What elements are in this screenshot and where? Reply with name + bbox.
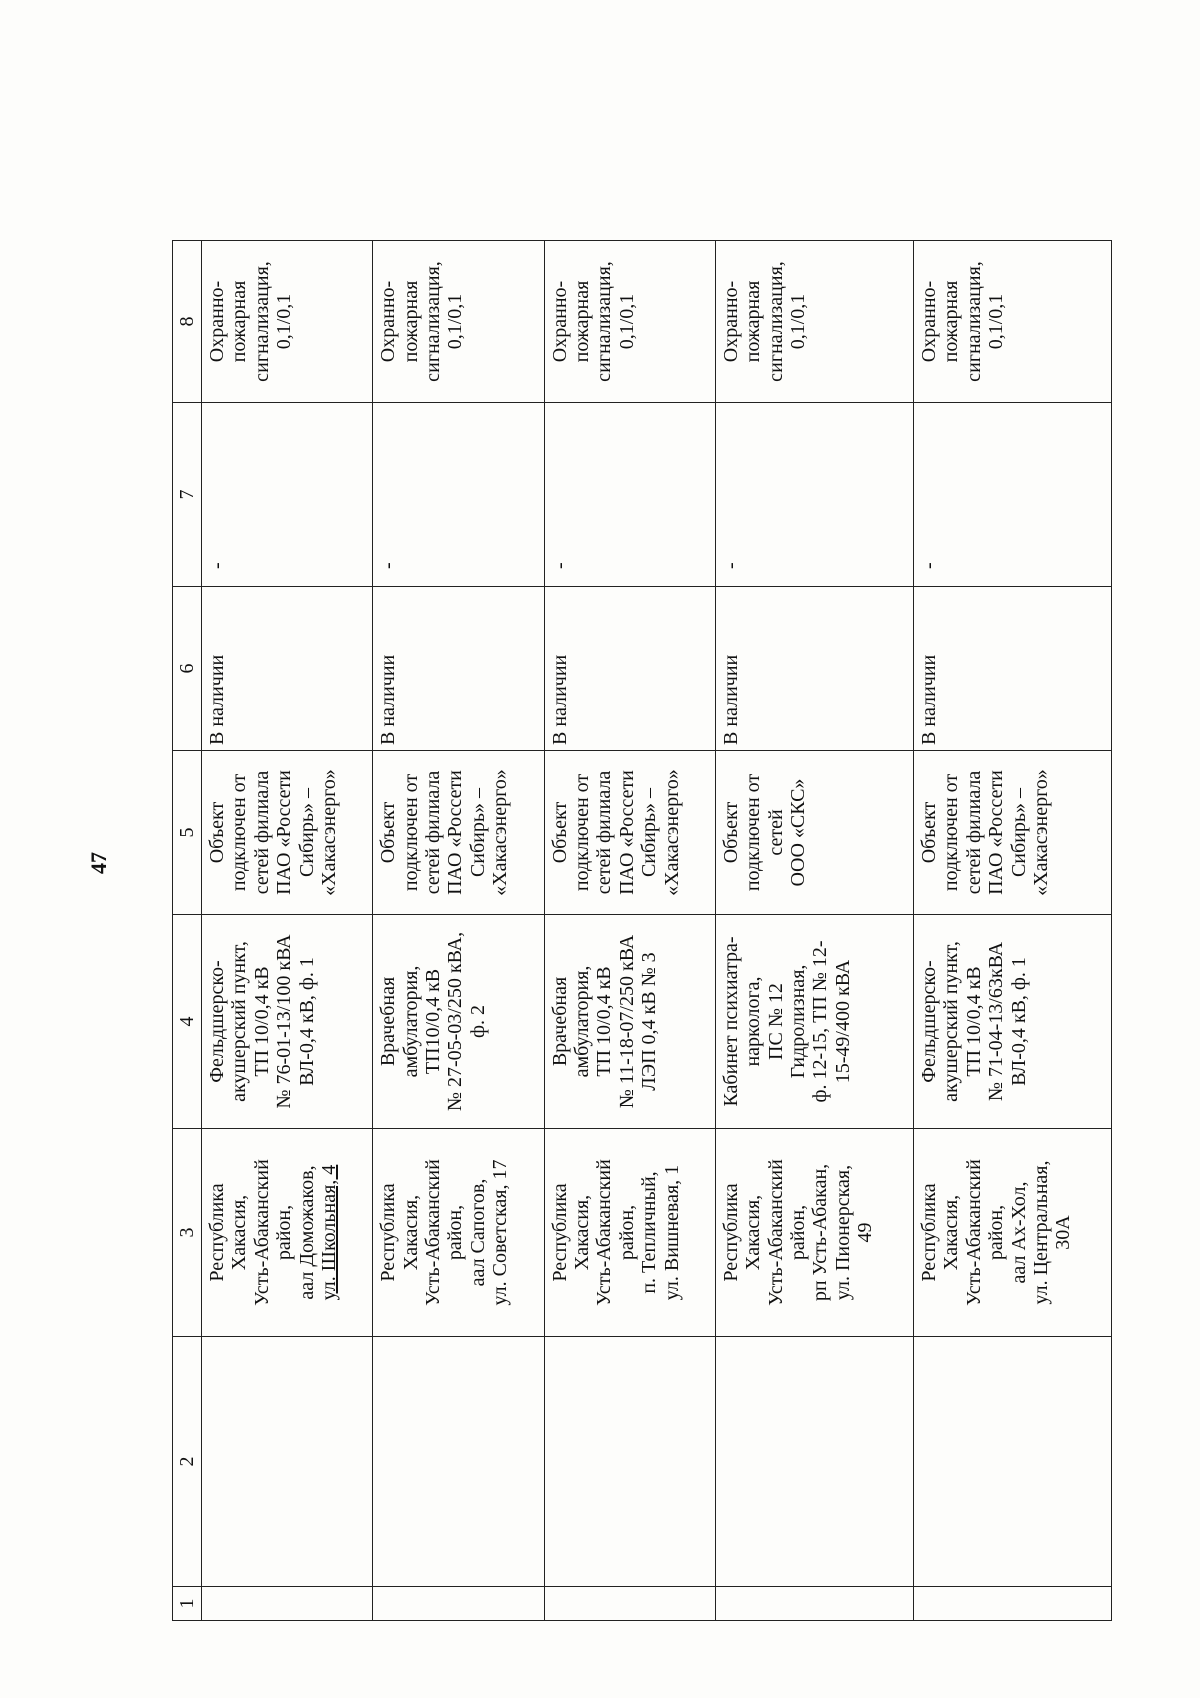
cell-network-line: сетей филиала	[250, 770, 273, 895]
cell-alarm	[544, 241, 715, 403]
cell-connection-line: ПС № 12	[764, 983, 787, 1060]
cell-network-line: ПАО «Россети	[273, 770, 296, 895]
cell-connection-line: ф. 2	[466, 1005, 489, 1038]
cell-col1	[913, 1587, 1111, 1621]
cell-connection-line: ТП10/0,4 кВ	[422, 968, 445, 1075]
column-header-7: 7	[173, 403, 202, 587]
cell-address-line: аал Сапогов,	[466, 1178, 489, 1287]
cell-connection-line: Гидролизная,	[787, 964, 810, 1079]
cell-col7	[202, 403, 373, 587]
cell-connection-line: амбулатория,	[570, 965, 593, 1078]
column-header-6: 6	[173, 587, 202, 751]
cell-alarm	[715, 241, 913, 403]
column-header-3: 3	[173, 1129, 202, 1337]
cell-connection-line: 15-49/400 кВА	[831, 959, 854, 1084]
cell-address	[373, 1129, 544, 1337]
cell-address-line: район,	[444, 1204, 467, 1261]
cell-network-line: Объект	[719, 801, 742, 864]
cell-connection-line: акушерский пункт,	[228, 941, 251, 1102]
cell-address-line: Хакасия,	[228, 1194, 251, 1271]
cell-connection-line: ТП 10/0,4 кВ	[962, 966, 985, 1077]
cell-alarm-line: сигнализация,	[764, 261, 787, 382]
cell-address-line: район,	[787, 1204, 810, 1261]
cell-connection-line: Врачебная	[377, 976, 400, 1067]
cell-connection	[202, 915, 373, 1129]
cell-address-line: аал Ах-Хол,	[1007, 1181, 1030, 1284]
cell-connection-line: Врачебная	[548, 976, 571, 1067]
cell-address-line: Республика	[917, 1183, 940, 1282]
cell-network-line: Объект	[206, 801, 228, 864]
cell-connection-line: № 11-18-07/250 кВА	[615, 934, 638, 1109]
cell-col7	[715, 403, 913, 587]
cell-network	[913, 751, 1111, 915]
cell-connection-line: ф. 12-15, ТП № 12-	[809, 940, 832, 1103]
cell-network-line: сетей филиала	[422, 770, 445, 895]
cell-alarm-line: сигнализация,	[962, 261, 985, 382]
column-header-4: 4	[173, 915, 202, 1129]
cell-address-line: рп Усть-Абакан,	[809, 1163, 832, 1302]
cell-col1	[373, 1587, 544, 1621]
cell-alarm-line: пожарная	[742, 280, 765, 363]
cell-address-line: аал Доможаков,	[295, 1165, 318, 1300]
cell-alarm-line: сигнализация,	[593, 261, 616, 382]
cell-connection-line: нарколога,	[742, 976, 765, 1067]
cell-connection-line: № 71-04-13/63кВА	[985, 941, 1008, 1102]
cell-address	[544, 1129, 715, 1337]
cell-address-line: Усть-Абаканский	[962, 1159, 985, 1306]
cell-connection-line: акушерский пункт,	[940, 941, 963, 1102]
cell-col2	[202, 1337, 373, 1587]
page-number: 47	[86, 852, 111, 874]
cell-connection-line: ВЛ-0,4 кВ, ф. 1	[295, 957, 318, 1086]
cell-network-line: сетей филиала	[962, 770, 985, 895]
cell-address-line: ул. Центральная,	[1029, 1160, 1052, 1305]
cell-alarm-line: Охранно-	[206, 280, 228, 363]
cell-alarm	[202, 241, 373, 403]
cell-alarm-line: пожарная	[399, 280, 422, 363]
cell-alarm-line: сигнализация,	[250, 261, 273, 382]
cell-alarm-line: Охранно-	[548, 280, 571, 363]
cell-network-line: сетей филиала	[593, 770, 616, 895]
table-row	[544, 241, 715, 1621]
cell-address-line: район,	[985, 1204, 1008, 1261]
rotated-table-wrapper	[172, 241, 1112, 1621]
cell-address-line: ул. Пионерская,	[831, 1164, 854, 1301]
cell-connection-line: Кабинет психиатра-	[719, 936, 742, 1107]
cell-col2	[913, 1337, 1111, 1587]
cell-connection-line: Фельдшерско-	[917, 960, 940, 1083]
cell-connection-line: № 76-01-13/100 кВА	[273, 934, 296, 1109]
cell-alarm	[373, 241, 544, 403]
cell-network-line: сетей	[764, 809, 787, 856]
cell-network	[544, 751, 715, 915]
cell-col1	[715, 1587, 913, 1621]
cell-network-line: «Хакасэнерго»	[1029, 769, 1052, 896]
cell-address-line: Республика	[377, 1183, 400, 1282]
cell-network	[715, 751, 913, 915]
cell-network-line: Сибирь» –	[1007, 787, 1030, 878]
cell-network-line: подключен от	[742, 773, 765, 892]
cell-status: В наличии	[544, 587, 715, 751]
cell-connection-line: ВЛ-0,4 кВ, ф. 1	[1007, 957, 1030, 1086]
cell-address-line: Хакасия,	[570, 1194, 593, 1271]
cell-address-line: 49	[854, 1222, 877, 1243]
cell-col7	[913, 403, 1111, 587]
column-header-1: 1	[173, 1587, 202, 1621]
cell-status: В наличии	[202, 587, 373, 751]
cell-col1	[202, 1587, 373, 1621]
cell-address-line: Хакасия,	[940, 1194, 963, 1271]
column-header-2: 2	[173, 1337, 202, 1587]
cell-col7-value: -	[917, 562, 940, 569]
cell-col7-value: -	[719, 562, 742, 569]
cell-alarm-line: 0,1/0,1	[787, 293, 810, 350]
cell-address-line: ул. Вишневая, 1	[660, 1164, 683, 1301]
cell-alarm-line: 0,1/0,1	[615, 293, 638, 350]
cell-network-line: подключен от	[228, 773, 251, 892]
cell-network	[373, 751, 544, 915]
column-header-5: 5	[173, 751, 202, 915]
cell-network-line: ПАО «Россети	[985, 770, 1008, 895]
cell-network-line: ПАО «Россети	[444, 770, 467, 895]
cell-connection-line: ЛЭП 0,4 кВ № 3	[638, 952, 661, 1091]
cell-col2	[715, 1337, 913, 1587]
table-row	[913, 241, 1111, 1621]
cell-col7-value: -	[548, 562, 571, 569]
cell-alarm	[913, 241, 1111, 403]
cell-network	[202, 751, 373, 915]
cell-connection	[715, 915, 913, 1129]
cell-address-line: район,	[273, 1204, 296, 1261]
cell-address-line: п. Тепличный,	[638, 1171, 661, 1294]
cell-connection	[913, 915, 1111, 1129]
cell-connection-line: ТП 10/0,4 кВ	[593, 966, 616, 1077]
cell-address-line: Усть-Абаканский	[422, 1159, 445, 1306]
cell-status: В наличии	[715, 587, 913, 751]
cell-address	[913, 1129, 1111, 1337]
cell-address-line: Усть-Абаканский	[250, 1159, 273, 1306]
cell-col7	[373, 403, 544, 587]
cell-network-line: подключен от	[940, 773, 963, 892]
cell-network-line: Объект	[548, 801, 571, 864]
cell-address-line: 30А	[1052, 1215, 1075, 1250]
cell-network-line: «Хакасэнерго»	[489, 769, 512, 896]
cell-alarm-line: Охранно-	[377, 280, 400, 363]
table-row	[373, 241, 544, 1621]
table-row	[202, 241, 373, 1621]
cell-address	[715, 1129, 913, 1337]
cell-connection-line: амбулатория,	[399, 965, 422, 1078]
cell-connection-line: ТП 10/0,4 кВ	[250, 966, 273, 1077]
cell-col7	[544, 403, 715, 587]
cell-col7-value: -	[377, 562, 400, 569]
cell-status: В наличии	[373, 587, 544, 751]
cell-network-line: ООО «СКС»	[787, 778, 810, 887]
column-header-8: 8	[173, 241, 202, 403]
cell-network-line: Сибирь» –	[466, 787, 489, 878]
cell-col1	[544, 1587, 715, 1621]
cell-address-line: Республика	[548, 1183, 571, 1282]
cell-network-line: Объект	[917, 801, 940, 864]
cell-address-line: ул. Школьная, 4	[317, 1164, 340, 1301]
cell-network-line: подключен от	[570, 773, 593, 892]
cell-network-line: Объект	[377, 801, 400, 864]
cell-address-line: ул. Советская, 17	[489, 1159, 512, 1306]
cell-connection	[544, 915, 715, 1129]
cell-address-line: район,	[615, 1204, 638, 1261]
cell-alarm-line: 0,1/0,1	[444, 293, 467, 350]
cell-col7-value: -	[206, 562, 228, 569]
cell-network-line: ПАО «Россети	[615, 770, 638, 895]
cell-alarm-line: пожарная	[228, 280, 251, 363]
cell-address-line: Хакасия,	[399, 1194, 422, 1271]
cell-alarm-line: Охранно-	[917, 280, 940, 363]
cell-connection-line: Фельдшерско-	[206, 960, 228, 1083]
cell-network-line: «Хакасэнерго»	[317, 769, 340, 896]
facilities-table	[172, 240, 1112, 1621]
column-number-header-row	[173, 241, 202, 1621]
table-row	[715, 241, 913, 1621]
cell-alarm-line: пожарная	[570, 280, 593, 363]
cell-alarm-line: 0,1/0,1	[985, 293, 1008, 350]
cell-address-line: Усть-Абаканский	[764, 1159, 787, 1306]
cell-address-line: Республика	[206, 1183, 228, 1282]
cell-alarm-line: сигнализация,	[422, 261, 445, 382]
cell-col2	[373, 1337, 544, 1587]
cell-alarm-line: Охранно-	[719, 280, 742, 363]
cell-connection-line: № 27-05-03/250 кВА,	[444, 931, 467, 1112]
cell-alarm-line: пожарная	[940, 280, 963, 363]
cell-address-line: Республика	[719, 1183, 742, 1282]
cell-network-line: Сибирь» –	[295, 787, 318, 878]
cell-address-line: Хакасия,	[742, 1194, 765, 1271]
cell-network-line: Сибирь» –	[638, 787, 661, 878]
cell-status: В наличии	[913, 587, 1111, 751]
cell-connection	[373, 915, 544, 1129]
cell-address	[202, 1129, 373, 1337]
cell-network-line: подключен от	[399, 773, 422, 892]
cell-network-line: «Хакасэнерго»	[660, 769, 683, 896]
cell-alarm-line: 0,1/0,1	[273, 293, 296, 350]
cell-col2	[544, 1337, 715, 1587]
cell-address-line: Усть-Абаканский	[593, 1159, 616, 1306]
